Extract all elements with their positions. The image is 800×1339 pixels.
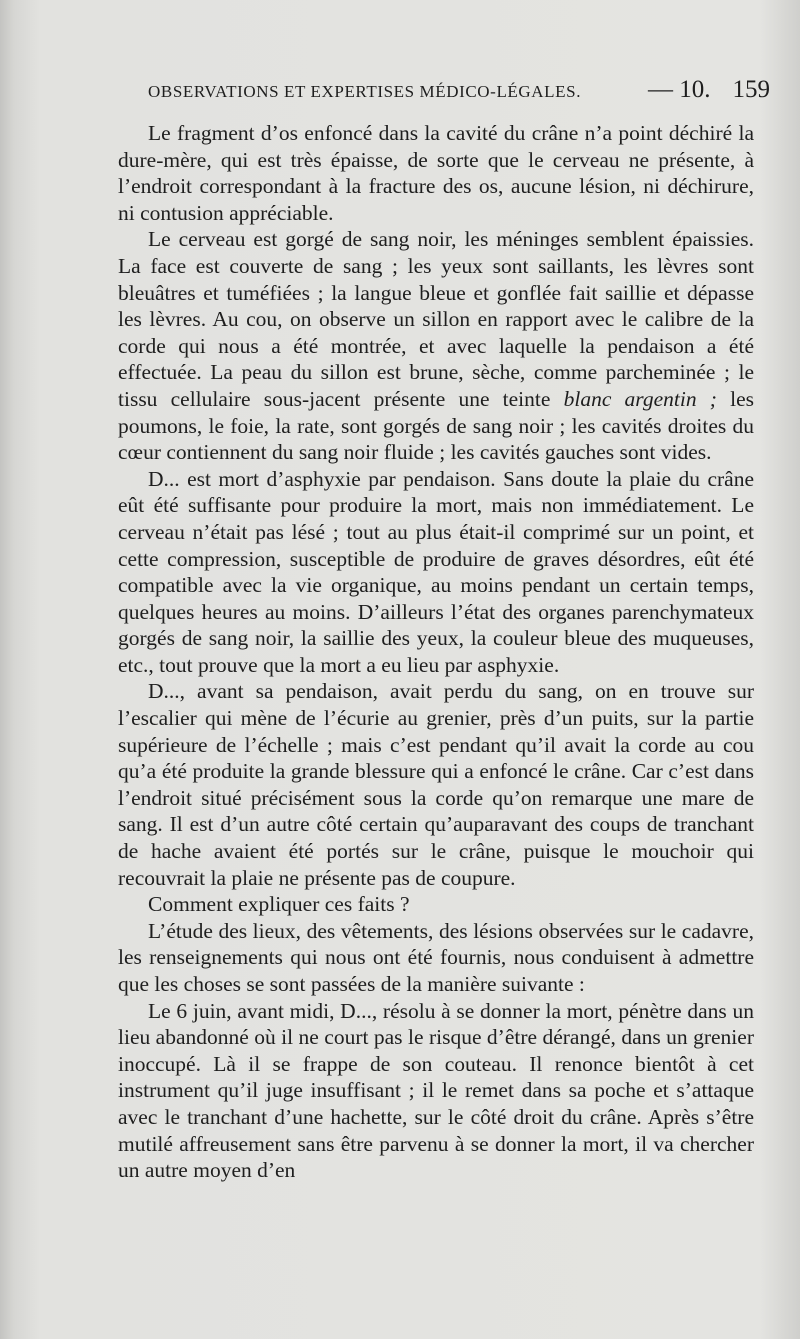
paragraph-4: D..., avant sa pendaison, avait perdu du sang, on en trouve sur l’escalier qui mène de l’écurie au grenier, près d’un puits, sur la partie supérieure de l’échelle ; mais c’est pendant qu’il avait la corde au cou qu’a été produite la grande blessure qui a enfoncé le crâne. Car c’est dans l’endroit situé précisément sous la corde qu’on remarque une mare de sang. Il est d’un autre côté certain qu’auparavant des coups de tranchant de hache avaient été portés sur le crâne, puisque le mouchoir qui recouvrait la plaie ne présente pas de coupure.: [118, 679, 754, 890]
page-number: 159: [732, 76, 770, 103]
paragraph-2-italic: blanc argentin ;: [563, 386, 717, 411]
running-title: OBSERVATIONS ET EXPERTISES MÉDICO-LÉGALES.: [148, 82, 582, 101]
paragraph-2-end: les poumons, le foie, la rate, sont gorgés de sang noir ; les cavités droites du cœur contiennent du sang noir fluide ; les cavités gauches sont vides.: [118, 386, 754, 465]
paragraph-2: [118, 226, 754, 465]
paragraph-5: Comment expliquer ces faits ?: [148, 892, 410, 917]
paragraph-6: L’étude des lieux, des vêtements, des lésions observées sur le cadavre, les renseignements qui nous ont été fournis, nous conduisent à admettre que les choses se sont passées de la manière suivante :: [118, 918, 754, 996]
paragraph-1: Le fragment d’os enfoncé dans la cavité du crâne n’a point déchiré la dure-mère, qui est très épaisse, de sorte que le cerveau ne présente, à l’endroit correspondant à la fracture des os, aucune lésion, ni déchirure, ni contusion appréciable.: [118, 121, 754, 225]
paragraph-7: Le 6 juin, avant midi, D..., résolu à se donner la mort, pénètre dans un lieu abandonné où il ne court pas le risque d’être dérangé, dans un grenier inoccupé. Là il se frappe de son couteau. Il renonce bientôt à cet instrument qu’il juge insuffisant ; il le remet dans sa poche et s’attaque avec le tranchant d’une hachette, sur le côté droit du crâne. Après s’être mutilé affreusement sans être parvenu à se donner la mort, il va chercher un autre moyen d’en: [118, 998, 754, 1183]
running-header: [148, 76, 770, 116]
body-text: [118, 120, 754, 1184]
chapter-number: — 10.: [648, 76, 711, 103]
paragraph-2-start: Le cerveau est gorgé de sang noir, les méninges semblent épaissies. La face est couverte de sang ; les yeux sont saillants, les lèvres sont bleuâtres et tuméfiées ; la langue bleue et gonflée fait saillie et dépasse les lèvres. Au cou, on observe un sillon en rapport avec le calibre de la corde qui nous a été montrée, et avec laquelle la pendaison a été effectuée. La peau du sillon est brune, sèche, comme parcheminée ; le tissu cellulaire sous-jacent présente une teinte: [118, 227, 754, 411]
paragraph-3: D... est mort d’asphyxie par pendaison. Sans doute la plaie du crâne eût été suffisante pour produire la mort, mais non immédiatement. Le cerveau n’était pas lésé ; tout au plus était-il comprimé sur un point, et cette compression, susceptible de produire de graves désordres, eût été compatible avec la vie organique, au moins pendant un certain temps, quelques heures au moins. D’ailleurs l’état des organes parenchymateux gorgés de sang noir, la saillie des yeux, la couleur bleue des muqueuses, etc., tout prouve que la mort a eu lieu par asphyxie.: [118, 466, 754, 677]
